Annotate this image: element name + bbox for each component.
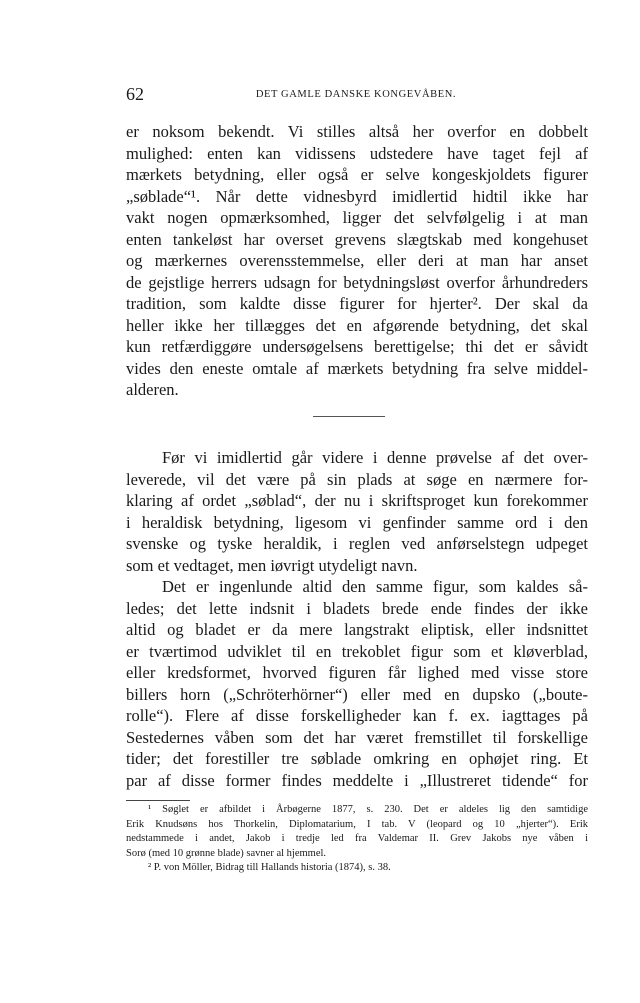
paragraph-1 <box>126 121 588 401</box>
text-line: i heraldisk betydning, ligesom vi genfinder samme ord i den <box>126 512 588 532</box>
footnote-rule <box>126 800 190 801</box>
footnote-line: Erik Knudsøns hos Thorkelin, Diplomatarium, I tab. V (leopard og 10 „hjerter“). Erik <box>126 818 588 830</box>
paragraph-2-3 <box>126 447 588 791</box>
text-line: som et vedtaget, men iøvrigt utydeligt navn. <box>126 555 418 575</box>
text-line: klaring af ordet „søblad“, der nu i skriftsproget kun forekommer <box>126 491 588 510</box>
text-line: „søblade“¹. Når dette vidnesbyrd imidlertid hidtil ikke har <box>126 186 588 206</box>
text-line: vides den eneste omtale af mærkets betydning fra selve middel- <box>126 358 588 378</box>
text-line: alderen. <box>126 380 179 399</box>
page-header <box>126 84 586 106</box>
section-divider <box>313 416 385 417</box>
text-line: kun retfærdiggøre undersøgelsens berettigelse; thi det er såvidt <box>126 337 588 356</box>
text-line: heller ikke her tillægges det en afgørende betydning, det skal <box>126 315 588 335</box>
text-line: ledes; det lette indsnit i bladets brede ende findes der ikke <box>126 598 588 618</box>
footnotes <box>126 803 588 876</box>
text-line: tradition, som kaldte disse figurer for hjerter². Der skal da <box>126 294 588 313</box>
text-line: mærkets betydning, eller også er selve kongeskjoldets figurer <box>126 165 588 184</box>
text-line: leverede, vil det være på sin plads at søge en nærmere for- <box>126 469 588 489</box>
footnote-line: ² P. von Möller, Bidrag till Hallands historia (1874), s. 38. <box>148 862 391 873</box>
text-line: mulighed: enten kan vidissens udstedere have taget fejl af <box>126 143 588 163</box>
text-line: tider; det forestiller tre søblade omkring en ophøjet ring. Et <box>126 749 588 768</box>
text-line: vakt nogen opmærksomhed, ligger det selvfølgelig i at man <box>126 208 588 227</box>
page-number: 62 <box>126 84 144 104</box>
footnote-line: nedstammede i andet, Jakob i tredje led fra Valdemar II. Grev Jakobs nye våben i <box>126 833 588 844</box>
text-line: og mærkernes overensstemmelse, eller deri at man har anset <box>126 251 588 270</box>
text-line: de gejstlige herrers udsagn for betydningsløst overfor århundreders <box>126 272 588 292</box>
text-line: svenske og tyske heraldik, i reglen ved anførselstegn udpeget <box>126 534 588 553</box>
footnote-line: ¹ Søglet er afbildet i Årbøgerne 1877, s. 230. Det er aldeles lig den samtidige <box>148 804 588 815</box>
text-line: enten tankeløst har overset grevens slægtskab med kongehuset <box>126 229 588 249</box>
text-line: rolle“). Flere af disse forskelligheder kan f. ex. iagttages på <box>126 706 588 725</box>
text-line: billers horn („Schröterhörner“) eller med en dupsko („boute- <box>126 684 588 704</box>
text-line: Sestedernes våben som det har været fremstillet til forskellige <box>126 727 588 747</box>
running-head: DET GAMLE DANSKE KONGEVÅBEN. <box>255 89 457 100</box>
text-line: Det er ingenlunde altid den samme figur, som kaldes så- <box>162 577 588 596</box>
text-line: eller kredsformet, hvorved figuren får lighed med visse store <box>126 663 588 682</box>
footnote-line: Sorø (med 10 grønne blade) savner al hjemmel. <box>126 847 327 859</box>
text-line: er tværtimod udviklet til en trekoblet figur som et kløverblad, <box>126 641 588 661</box>
text-line: er noksom bekendt. Vi stilles altså her overfor en dobbelt <box>126 122 588 141</box>
text-line: par af disse former findes meddelte i „Illustreret tidende“ for <box>126 770 588 790</box>
text-line: altid og bladet er da mere langstrakt eliptisk, eller indsnittet <box>126 620 588 639</box>
text-line: Før vi imidlertid går videre i denne prøvelse af det over- <box>162 448 588 467</box>
